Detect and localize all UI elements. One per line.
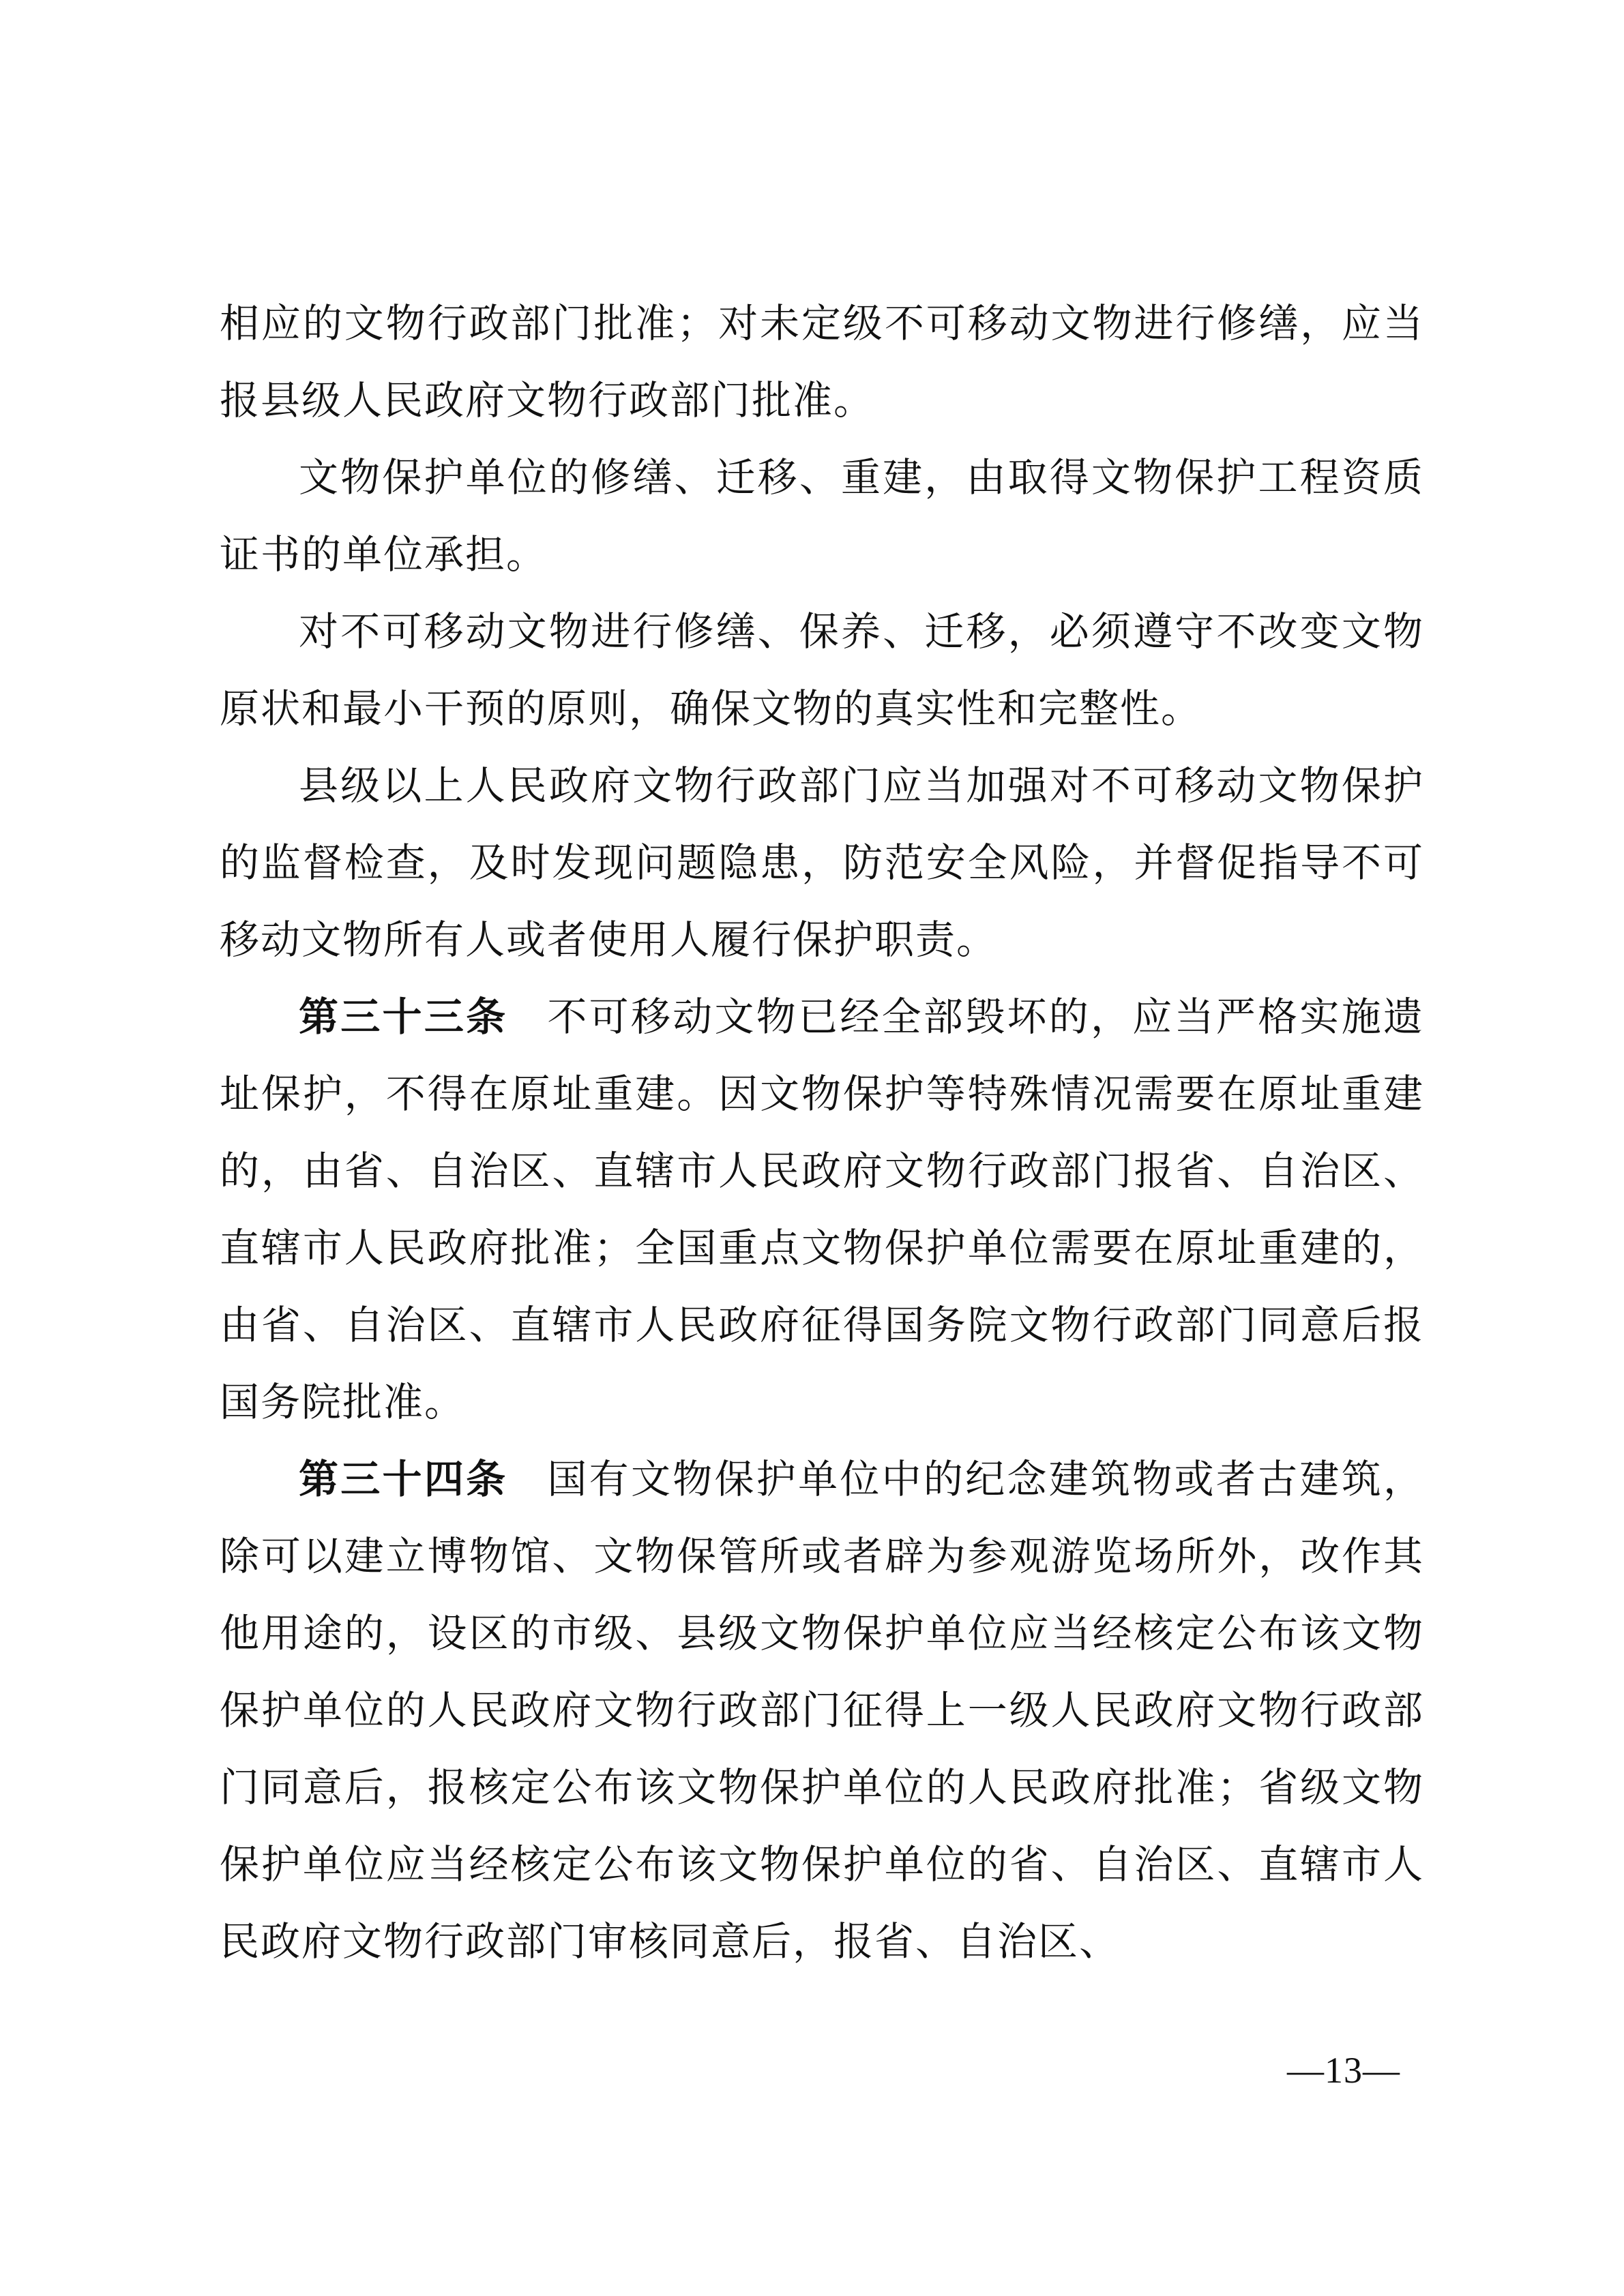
article-33-label: 第三十三条 xyxy=(299,994,508,1040)
paragraph-4-text: 县级以上人民政府文物行政部门应当加强对不可移动文物保护的监督检查，及时发现问题隐患，防范安全风险，并督促指导不可移动文物所有人或者使用人履行保护职责。 xyxy=(220,762,1424,963)
paragraph-1 xyxy=(220,285,1424,439)
paragraph-3-text: 对不可移动文物进行修缮、保养、迁移，必须遵守不改变文物原状和最小干预的原则，确保文物的真实性和完整性。 xyxy=(220,608,1424,732)
article-34-text: 国有文物保护单位中的纪念建筑物或者古建筑，除可以建立博物馆、文物保管所或者辟为参观游览场所外，改作其他用途的，设区的市级、县级文物保护单位应当经核定公布该文物保护单位的人民政府文物行政部门征得上一级人民政府文物行政部门同意后，报核定公布该文物保护单位的人民政府批准；省级文物保护单位应当经核定公布该文物保护单位的省、自治区、直辖市人民政府文物行政部门审核同意后，报省、自治区、 xyxy=(220,1456,1424,1965)
article-34 xyxy=(220,1441,1424,1980)
paragraph-1-text: 相应的文物行政部门批准；对未定级不可移动文物进行修缮，应当报县级人民政府文物行政部门批准。 xyxy=(220,300,1424,423)
page-number: —13— xyxy=(1287,2050,1400,2091)
body-text xyxy=(220,285,1424,1980)
article-33 xyxy=(220,979,1424,1441)
article-34-label: 第三十四条 xyxy=(299,1456,508,1502)
paragraph-2-text: 文物保护单位的修缮、迁移、重建，由取得文物保护工程资质证书的单位承担。 xyxy=(220,454,1424,578)
paragraph-4 xyxy=(220,747,1424,979)
paragraph-3 xyxy=(220,593,1424,747)
paragraph-2 xyxy=(220,439,1424,593)
article-33-text: 不可移动文物已经全部毁坏的，应当严格实施遗址保护，不得在原址重建。因文物保护等特殊情况需要在原址重建的，由省、自治区、直辖市人民政府文物行政部门报省、自治区、直辖市人民政府批准；全国重点文物保护单位需要在原址重建的，由省、自治区、直辖市人民政府征得国务院文物行政部门同意后报国务院批准。 xyxy=(220,994,1424,1425)
